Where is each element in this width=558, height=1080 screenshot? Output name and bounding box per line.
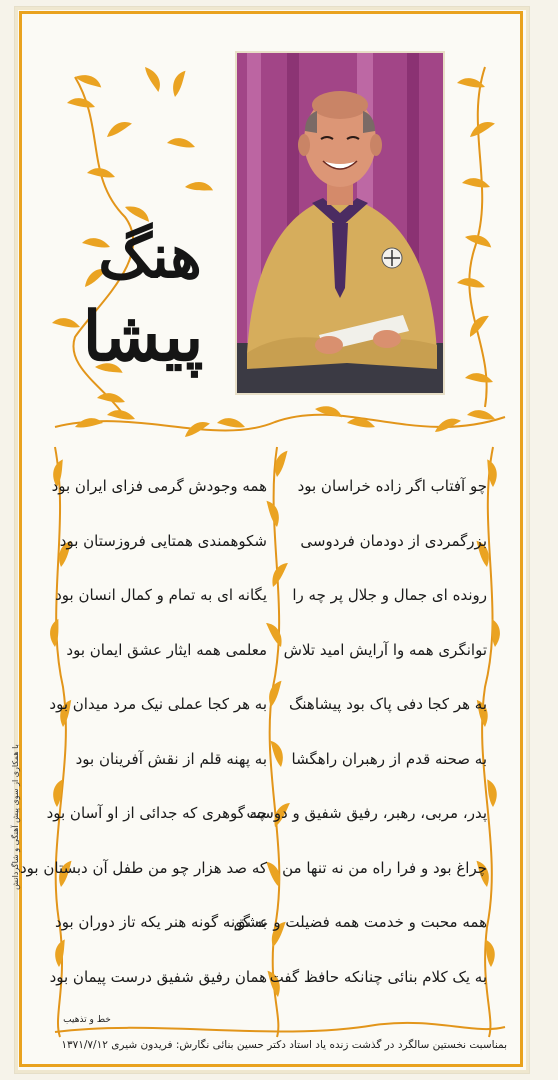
poem-line: به گونه گونه هنر یکه تاز دوران بود <box>55 913 267 931</box>
poem-line: که صد هزار چو من طفل آن دبستان بود <box>19 858 267 877</box>
poem-line: همه محبت و خدمت همه فضیلت و عشق <box>233 913 487 931</box>
poem-line: چو آفتاب اگر زاده خراسان بود <box>297 477 487 495</box>
poem-line: همان رفیق شفیق درست پیمان بود <box>49 967 267 986</box>
dedication-footer: بمناسبت نخستین سالگرد در گذشت زنده یاد استاد دکتر حسین بنائی نگارش: فریدون شیری ۱۳۷۱/۷/۱۲ <box>61 1039 507 1051</box>
poem-line: شکوهمندی همتایی فروزستان بود <box>59 531 267 550</box>
title-line-2: پیشا <box>82 297 204 377</box>
poem-right-column <box>233 459 487 1004</box>
poem-line: به هر کجا دفی پاک بود پیشاهنگ <box>288 695 487 713</box>
poem-line: به پهنه قلم از نقش آفرینان بود <box>75 749 267 768</box>
side-note: با همکاری از سوی پیش آهنگی و شاگردانش <box>11 744 20 890</box>
leaf-cluster-top-right <box>457 78 496 382</box>
poem-line: همه وجودش گرمی فزای ایران بود <box>51 477 267 495</box>
poem-line: پدر، مربی، رهبر، رفیق شفیق و دوست <box>246 804 487 822</box>
poem-line: بزرگمردی از دودمان فردوسی <box>300 531 487 550</box>
poem-line: توانگری همه وا آرایش امید تلاش <box>283 640 487 659</box>
portrait-image <box>237 53 443 393</box>
poem-line: به هر کجا عملی نیک مرد میدان بود <box>49 695 267 713</box>
calligrapher-signature: خط و تذهیب <box>63 1015 111 1025</box>
poem-line: به صحنه قدم از رهبران راهگشا <box>291 749 487 768</box>
poem-line: رونده ای جمال و جلال پر چه را <box>292 586 487 604</box>
title-line-1: هنگ <box>98 222 202 292</box>
poem-line: چه گوهری که جدائی از او آسان بود <box>46 804 267 822</box>
poem-line: معلمی همه ایثار عشق ایمان بود <box>66 640 267 659</box>
poem-line: به یک کلام بنائی چنانکه حافظ گفت <box>269 967 487 986</box>
poem-left-column <box>19 459 267 1004</box>
portrait-photo <box>235 51 445 395</box>
memorial-poster <box>11 6 530 1074</box>
poem-line: چراغ بود و فرا راه من نه تنها من <box>282 858 487 877</box>
poem-line: یگانه ای به تمام و کمال انسان بود <box>55 586 267 604</box>
